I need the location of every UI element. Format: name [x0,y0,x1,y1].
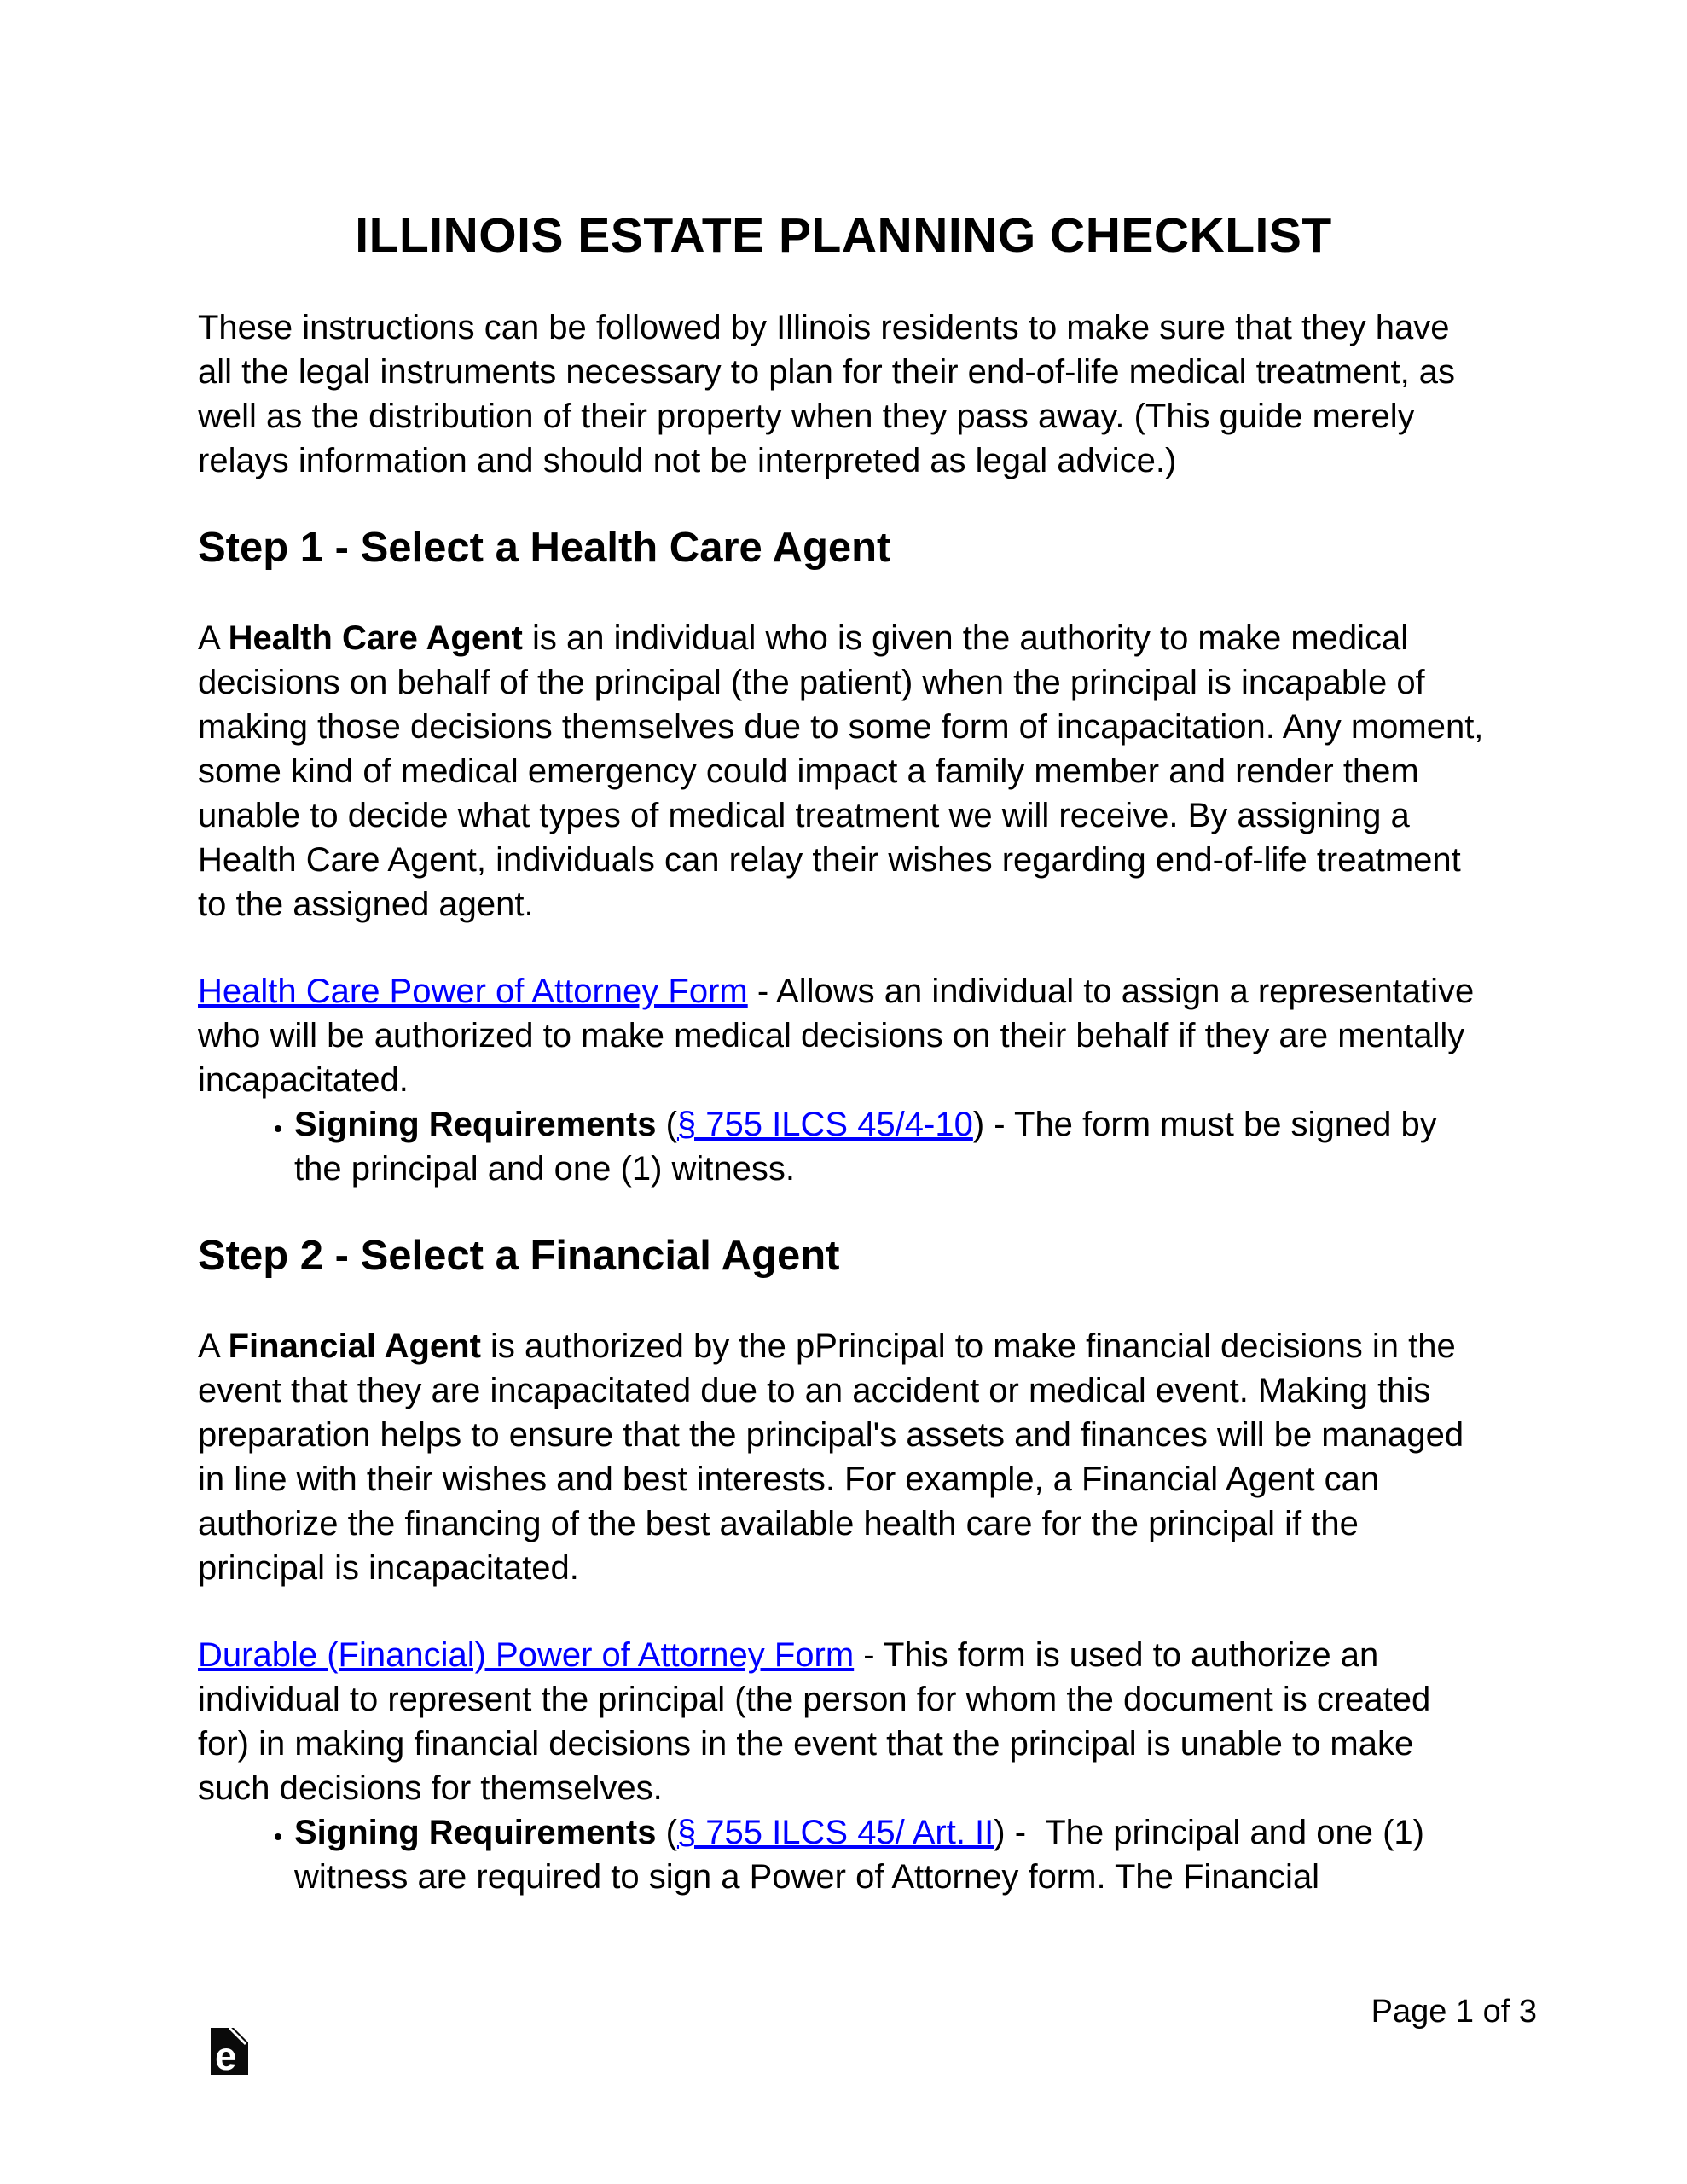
text-run: - Allows an individual to assign a representative who will be authorized to make medical decisions on their behalf if they are mentally incapacitated. [198,973,1475,1099]
document-content [198,0,1489,1899]
section-step-1 [198,522,1489,1191]
step-1-bullet-list [198,1102,1489,1191]
bold-text-run: Signing Requirements [294,1106,657,1143]
text-run: ( [656,1814,677,1851]
document-logo-icon [208,2027,251,2076]
step-1-paragraph [198,616,1489,926]
step-1-signing-requirements-bullet [294,1102,1489,1191]
bold-text-run: Health Care Agent [228,619,523,657]
step-2-signing-requirements-bullet [294,1810,1489,1899]
health-care-power-of-attorney-link[interactable]: Health Care Power of Attorney Form [198,973,748,1010]
text-run: ) - The form must be signed by the principal and one (1) witness. [294,1106,1437,1188]
step-2-heading: Step 2 - Select a Financial Agent [198,1233,840,1279]
eforms-logo-icon [208,2027,251,2076]
intro-paragraph [198,305,1489,483]
bold-text-run: Financial Agent [228,1327,481,1365]
statute-755-ilcs-45-4-10-link[interactable]: § 755 ILCS 45/4-10 [676,1106,973,1143]
page-number-indicator: Page 1 of 3 [1371,1994,1537,2030]
step-2-link-paragraph [198,1633,1489,1810]
text-run: is an individual who is given the authority to make medical decisions on behalf of the principal (the patient) when the principal is incapable of making those decisions themselves due to some form of incapacitation. Any moment, some kind of medical emergency could impact a family member and render them unable to decide what types of medical treatment we will receive. By assigning a Health Care Agent, individuals can relay their wishes regarding end-of-life treatment to the assigned agent. [198,619,1484,923]
text-run: - This form is used to authorize an individual to represent the principal (the person for whom the document is created for) in making financial decisions in the event that the principal is unable to make such decisions for themselves. [198,1636,1431,1807]
durable-financial-power-of-attorney-link[interactable]: Durable (Financial) Power of Attorney Form [198,1636,855,1674]
text-run: A [198,1327,229,1365]
text-run: These instructions can be followed by Illinois residents to make sure that they have all the legal instruments necessary to plan for their end-of-life medical treatment, as well as the distribution of their property when they pass away. (This guide merely relays information and should not be interpreted as legal advice.) [198,309,1456,479]
step-1-link-paragraph [198,969,1489,1102]
step-1-heading: Step 1 - Select a Health Care Agent [198,525,891,571]
bold-text-run: Signing Requirements [294,1814,657,1851]
step-2-paragraph [198,1324,1489,1590]
step-2-bullet-list [198,1810,1489,1899]
text-run: A [198,619,229,657]
page-title: ILLINOIS ESTATE PLANNING CHECKLIST [355,208,1332,263]
text-run: ) - The principal and one (1) witness are required to sign a Power of Attorney form. The Financial [294,1814,1424,1896]
statute-755-ilcs-45-art-ii-link[interactable]: § 755 ILCS 45/ Art. II [676,1814,994,1851]
text-run: is authorized by the pPrincipal to make financial decisions in the event that they are incapacitated due to an accident or medical event. Making this preparation helps to ensure that the principal's assets and finances will be managed in line with their wishes and best interests. For example, a Financial Agent can authorize the financing of the best available health care for the principal if the principal is incapacitated. [198,1327,1464,1587]
section-step-2 [198,1230,1489,1899]
text-run: ( [656,1106,677,1143]
logo-letter: e [215,2034,237,2076]
